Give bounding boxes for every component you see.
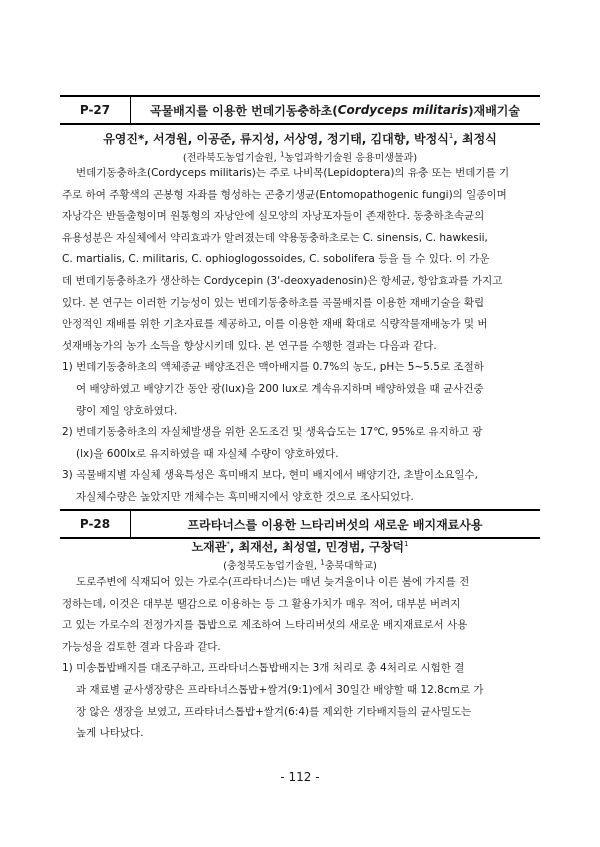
result-item-cont: 높게 나타났다. bbox=[76, 727, 144, 740]
abstract-title: 프라타너스를 이용한 느타리버섯의 새로운 배지재료사용 bbox=[187, 517, 483, 532]
title-text-tail: )재배기술 bbox=[468, 103, 520, 118]
title-species: Cordyceps militaris bbox=[337, 103, 469, 117]
result-item-cont: 과 재료별 균사생장량은 프라타너스톱밥+쌀겨(9:1)에서 30일간 배양할 때 12.8cm로 가 bbox=[76, 683, 484, 696]
result-item-cont: 여 배양하였고 배양기간 동안 광(lux)을 200 lux로 계속유지하며 배양하였을 때 균사건중 bbox=[76, 382, 484, 395]
body-line: 자낭각은 반돌출형이며 원통형의 자낭안에 실모양의 자낭포자들이 존재한다. 동충하초속균의 bbox=[62, 210, 485, 223]
abstract-code: P-28 bbox=[60, 511, 131, 537]
body-line: 섯재배농가의 농가 소득을 향상시키데 있다. 본 연구를 수행한 결과는 다음과 같다. bbox=[62, 339, 437, 352]
result-item-cont: 장 않은 생장을 보였고, 프라타너스톱밥+쌀겨(6:4)를 제외한 기타배지들의 균사밀도는 bbox=[76, 705, 472, 718]
affiliation bbox=[60, 149, 540, 164]
corresponding-mark: * bbox=[226, 540, 230, 548]
abstract-header-p27 bbox=[60, 95, 540, 125]
title-text: 곡물배지를 이용한 번데기동충하초( bbox=[150, 103, 338, 118]
result-item: 3) 곡물배지별 자실체 생육특성은 흑미배지 보다, 현미 배지에서 배양기간, 초발이소요일수, bbox=[62, 469, 478, 482]
body-line: 데 번데기동충하초가 생산하는 Cordycepin (3'-deoxyadenosin)은 항세균, 항암효과를 가지고 bbox=[62, 274, 503, 287]
affiliation-text: (전라북도농업기술원, bbox=[182, 153, 281, 164]
result-item-cont: (lx)을 600lx로 유지하였을 때 자실체 수량이 양호하였다. bbox=[76, 447, 339, 460]
result-item: 1) 미송톱밥배지를 대조구하고, 프라타너스톱밥배지는 3개 처리로 총 4처리로 시험한 결 bbox=[62, 662, 465, 675]
author-names: 유영진*, 서경원, 이공준, 류지성, 서상영, 정기태, 김대향, 박정식 bbox=[103, 132, 449, 146]
result-item-cont: 자실체수량은 높았지만 개체수는 흑미배지에서 양호한 것으로 조사되었다. bbox=[76, 490, 414, 503]
affiliation-text-tail: 충북대학교) bbox=[324, 561, 377, 572]
body-line: 있다. 본 연구는 이러한 기능성이 있는 번데기동충하초를 곡물배지를 이용한 재배기술을 확립 bbox=[62, 296, 485, 309]
author-list bbox=[60, 538, 540, 555]
page-number: - 112 - bbox=[280, 770, 320, 784]
result-item: 2) 번데기동충하초의 자실체발생을 위한 온도조건 및 생육습도는 17℃, 95%로 유지하고 광 bbox=[62, 426, 483, 439]
body-line: 정하는데, 이것은 대부분 땔감으로 이용하는 등 그 활용가치가 매우 적어, 대부분 버려지 bbox=[62, 597, 461, 610]
abstract-code: P-27 bbox=[60, 97, 131, 123]
abstract-body-p27 bbox=[62, 163, 540, 509]
affiliation-mark: 1 bbox=[280, 150, 285, 159]
abstract-body-p28 bbox=[62, 572, 540, 745]
result-item: 1) 번데기동충하초의 액체종균 배양조건은 맥아배지를 0.7%의 농도, pH는 5~5.5로 조절하 bbox=[62, 361, 484, 374]
affiliation bbox=[60, 557, 540, 572]
author-affil-mark: 1 bbox=[448, 132, 454, 140]
affiliation-text-tail: 농업과학기술원 응용미생물과) bbox=[284, 153, 418, 164]
body-line: 번데기동충하초(Cordyceps militaris)는 주로 나비목(Lepidoptera)의 유충 또는 번데기를 기 bbox=[76, 167, 510, 179]
body-line: 안정적인 재배를 위한 기초자료를 제공하고, 이를 이용한 재배 확대로 식량작물재배농가 및 버 bbox=[62, 318, 488, 331]
author-names-tail: , 최정식 bbox=[453, 132, 497, 146]
author-names-tail: , 최재선, 최성열, 민경범, 구창덕 bbox=[229, 540, 404, 554]
body-line: 도로주변에 식재되어 있는 가로수(프라타너스)는 매년 늦겨울이나 이른 봄에 가지를 전 bbox=[76, 576, 470, 588]
author-affil-mark: 1 bbox=[403, 540, 409, 548]
affiliation-text: (충청북도농업기술원, bbox=[223, 561, 321, 572]
body-line: 유용성분은 자실체에서 약리효과가 알려졌는데 약용동충하초로는 C. sinensis, C. hawkesii, bbox=[62, 231, 488, 244]
author-list bbox=[60, 130, 540, 147]
body-line: 고 있는 가로수의 전정가지를 톱밥으로 제조하여 느타리버섯의 새로운 배지재료로서 사용 bbox=[62, 619, 468, 632]
affiliation-mark: 1 bbox=[320, 558, 325, 567]
abstract-header-p28 bbox=[60, 509, 540, 539]
body-line: C. martialis, C. militaris, C. ophioglogossoides, C. sobolifera 등을 들 수 있다. 이 가운 bbox=[62, 253, 490, 266]
abstract-title bbox=[130, 97, 540, 123]
body-line: 주로 하여 주황색의 곤봉형 자좌를 형성하는 곤충기생균(Entomopathogenic fungi)의 일종이며 bbox=[62, 188, 507, 201]
body-line: 가능성을 검토한 결과 다음과 같다. bbox=[62, 640, 221, 653]
result-item-cont: 량이 제일 양호하였다. bbox=[76, 404, 178, 417]
author-names: 노재관 bbox=[191, 540, 227, 554]
